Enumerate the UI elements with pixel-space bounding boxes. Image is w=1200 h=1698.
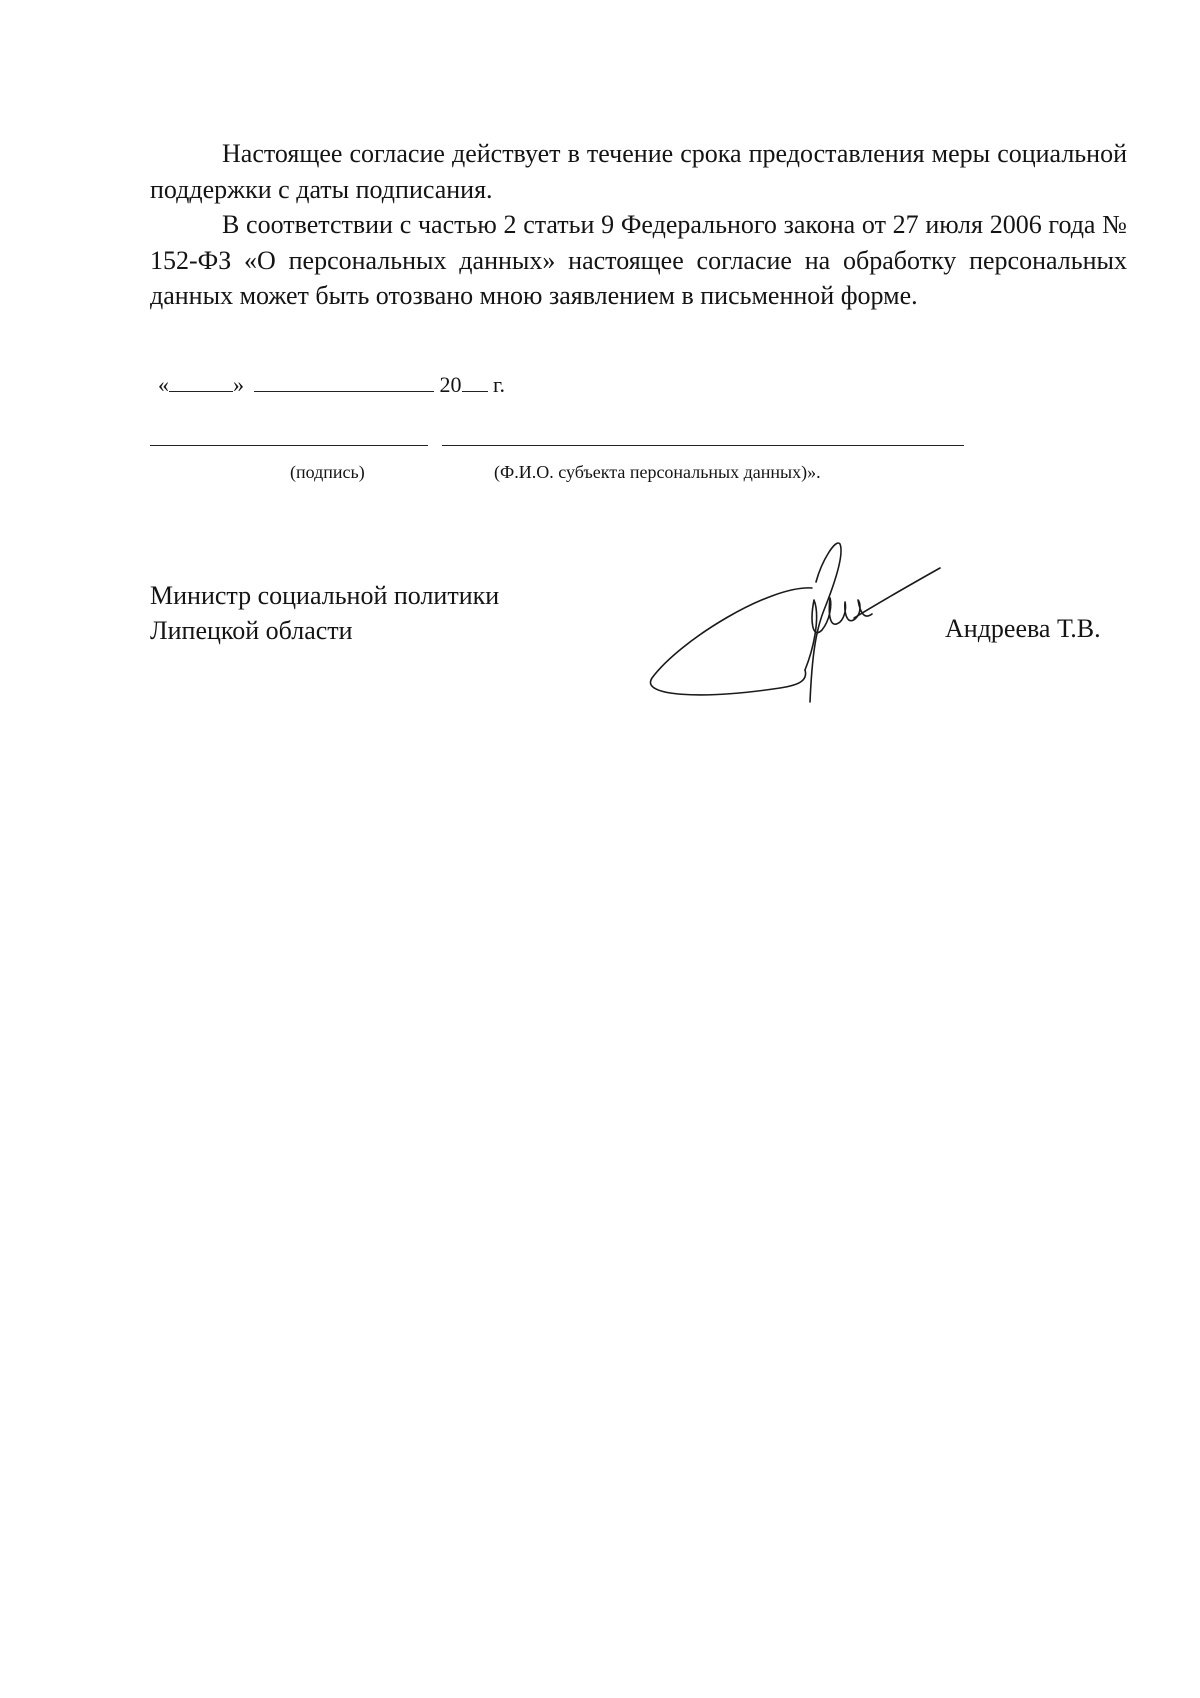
date-open-quote: « xyxy=(158,372,169,397)
date-close-quote: » xyxy=(233,372,244,397)
paragraph-withdrawal: В соответствии с частью 2 статьи 9 Федерального закона от 27 июля 2006 года № 152-ФЗ «О персональных данных» настоящее согласие на обработку персональных данных может быть отозвано мною заявлением в письменной форме. xyxy=(150,210,1127,310)
signature-tail-stroke xyxy=(854,568,940,618)
year-blank xyxy=(462,390,488,392)
subject-name-blank-line xyxy=(442,445,964,446)
signature-loop-stroke xyxy=(650,588,812,695)
year-suffix: г. xyxy=(487,372,506,397)
signature-flourish-stroke xyxy=(810,543,841,702)
date-line xyxy=(158,372,505,398)
year-prefix: 20 xyxy=(439,372,462,397)
official-title-line-2: Липецкой области xyxy=(150,616,353,645)
day-blank xyxy=(169,390,233,392)
handwritten-signature xyxy=(640,530,950,710)
paragraph-validity: Настоящее согласие действует в течение срока предоставления меры социальной поддержки с даты подписания. xyxy=(150,139,1127,204)
official-name: Андреева Т.В. xyxy=(945,614,1101,643)
signature-letter-stroke xyxy=(805,598,872,670)
signature-caption: (подпись) xyxy=(290,462,365,482)
official-title-line-1: Министр социальной политики xyxy=(150,581,500,610)
month-blank xyxy=(254,390,434,392)
signature-blank-line xyxy=(150,445,428,446)
subject-name-caption: (Ф.И.О. субъекта персональных данных)». xyxy=(494,462,821,482)
